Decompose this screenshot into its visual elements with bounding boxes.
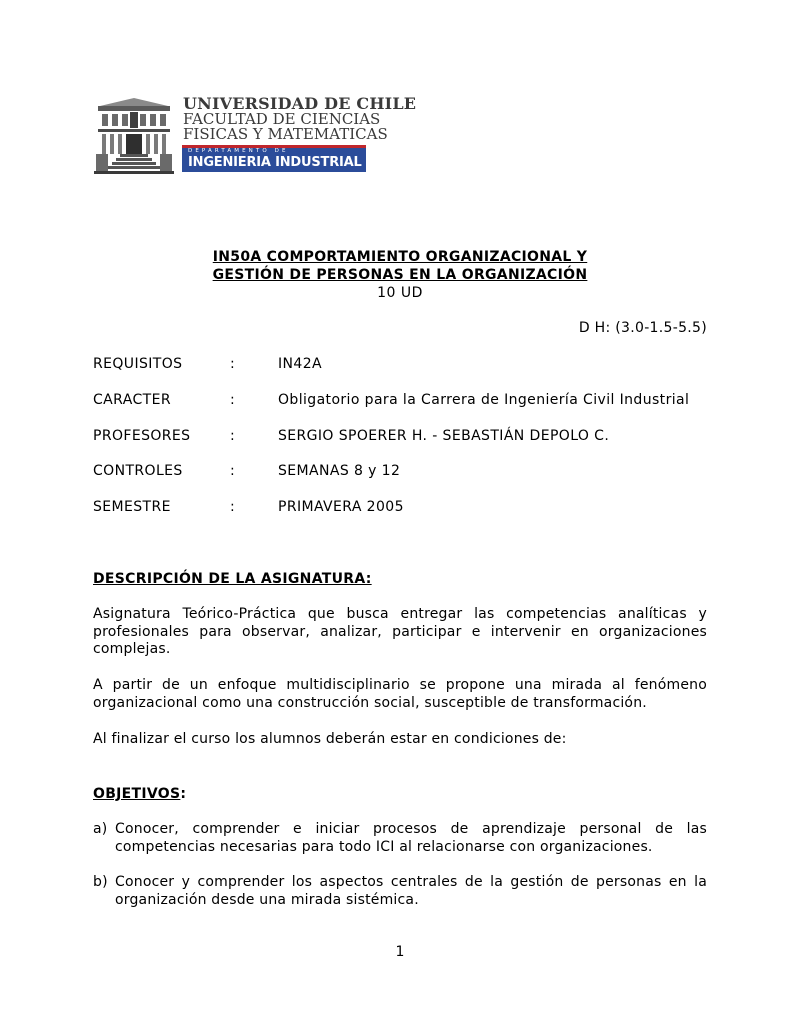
info-label: REQUISITOS xyxy=(93,356,183,372)
objective-text: Conocer, comprender e iniciar procesos de aprendizaje personal de las competencias necesarias para todo ICI al relacionarse con organizaciones. xyxy=(115,821,707,855)
info-label: SEMESTRE xyxy=(93,499,171,515)
info-row-caracter xyxy=(93,392,713,410)
course-title-line2: GESTIÓN DE PERSONAS EN LA ORGANIZACIÓN xyxy=(212,267,588,283)
university-logo xyxy=(94,94,417,174)
description-paragraph: Asignatura Teórico-Práctica que busca entregar las competencias analíticas y profesionales para observar, analizar, participar e intervenir en organizaciones complejas. xyxy=(93,606,707,657)
page-number: 1 xyxy=(395,944,405,960)
description-paragraph: A partir de un enfoque multidisciplinario se propone una mirada al fenómeno organizacional como una construcción social, susceptible de transformación. xyxy=(93,677,707,711)
info-value: Obligatorio para la Carrera de Ingeniería Civil Industrial xyxy=(278,392,690,408)
info-value: IN42A xyxy=(278,356,322,372)
info-row-requisitos xyxy=(93,356,713,374)
info-value: PRIMAVERA 2005 xyxy=(278,499,404,515)
faculty-name-line2: FISICAS Y MATEMATICAS xyxy=(183,125,388,143)
department-name: INGENIERIA INDUSTRIAL xyxy=(188,155,362,170)
info-colon: : xyxy=(230,463,236,479)
course-units: 10 UD xyxy=(377,285,423,301)
objective-item xyxy=(93,874,707,910)
info-value: SERGIO SPOERER H. - SEBASTIÁN DEPOLO C. xyxy=(278,428,610,444)
department-banner xyxy=(182,145,366,172)
info-colon: : xyxy=(230,356,236,372)
description-heading: DESCRIPCIÓN DE LA ASIGNATURA: xyxy=(93,571,372,587)
info-label: CONTROLES xyxy=(93,463,183,479)
info-colon: : xyxy=(230,499,236,515)
objective-letter: b) xyxy=(93,874,108,890)
objective-letter: a) xyxy=(93,821,108,837)
faculty-name-line1: FACULTAD DE CIENCIAS xyxy=(183,110,381,128)
objectives-heading: OBJETIVOS: xyxy=(93,786,187,802)
info-row-semestre xyxy=(93,499,713,517)
university-name: UNIVERSIDAD DE CHILE xyxy=(183,94,417,113)
info-label: PROFESORES xyxy=(93,428,191,444)
info-row-profesores xyxy=(93,428,713,446)
description-paragraph: Al finalizar el curso los alumnos deberán estar en condiciones de: xyxy=(93,731,567,747)
info-colon: : xyxy=(230,392,236,408)
objective-item xyxy=(93,821,707,857)
info-value: SEMANAS 8 y 12 xyxy=(278,463,401,479)
objective-text: Conocer y comprender los aspectos centrales de la gestión de personas en la organización desde una mirada sistémica. xyxy=(115,874,707,908)
info-label: CARACTER xyxy=(93,392,171,408)
info-colon: : xyxy=(230,428,236,444)
course-title-line1: IN50A COMPORTAMIENTO ORGANIZACIONAL Y xyxy=(212,249,588,265)
university-building-crest xyxy=(94,96,174,174)
department-label: DEPARTAMENTO DE xyxy=(188,148,289,154)
info-row-controles xyxy=(93,463,713,481)
course-hours: D H: (3.0-1.5-5.5) xyxy=(578,320,707,336)
